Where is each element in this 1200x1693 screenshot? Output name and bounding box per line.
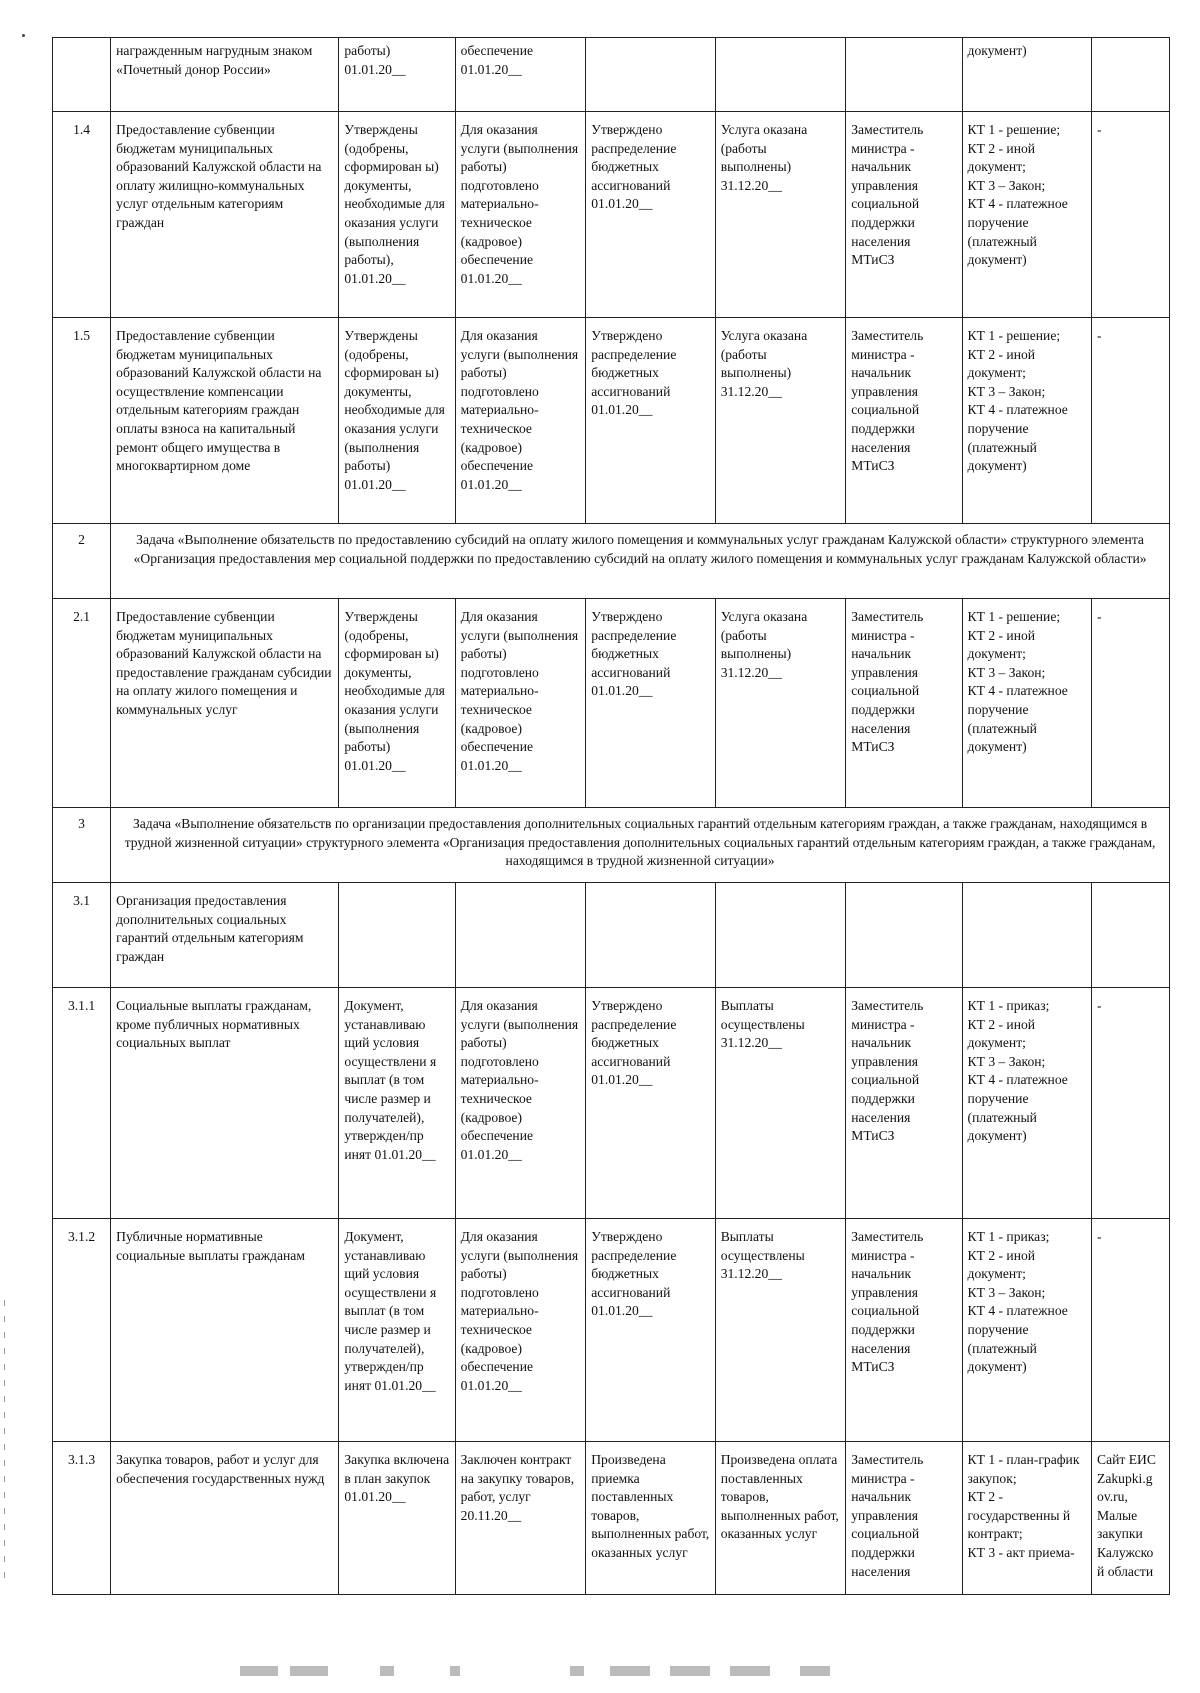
scan-artifact-strip xyxy=(240,1658,960,1693)
empty-cell xyxy=(1092,883,1170,988)
implementation-plan-table xyxy=(52,37,1170,1595)
empty-cell xyxy=(846,883,962,988)
control-point-4 xyxy=(715,38,846,112)
table-row xyxy=(53,38,1170,112)
row-number: 3.1.1 xyxy=(53,988,111,1219)
confirming-document: КТ 1 - решение; КТ 2 - иной документ; КТ 3 – Закон; КТ 4 - платежное поручение (платежный документ) xyxy=(962,599,1091,808)
confirming-document: КТ 1 - план-график закупок; КТ 2 - государственны й контракт; КТ 3 - акт приема- xyxy=(962,1442,1091,1595)
event-name: Предоставление субвенции бюджетам муниципальных образований Калужской области на осуществление компенсации отдельным категориям граждан оплаты взноса на капитальный ремонт общего имущества в многоквартирном доме xyxy=(111,318,339,524)
responsible-person: Заместитель министра - начальник управления социальной поддержки населения МТиСЗ xyxy=(846,112,962,318)
responsible-person: Заместитель министра - начальник управления социальной поддержки населения xyxy=(846,1442,962,1595)
task-description: Задача «Выполнение обязательств по предоставлению субсидий на оплату жилого помещения и коммунальных услуг гражданам Калужской области» структурного элемента «Организация предоставления мер социальной поддержки по предоставлению субсидий на оплату жилого помещения и коммунальных услуг гражданам Калужской области» xyxy=(111,524,1170,599)
empty-cell xyxy=(455,883,586,988)
event-name: Предоставление субвенции бюджетам муниципальных образований Калужской области на предоставление гражданам субсидии на оплату жилого помещения и коммунальных услуг xyxy=(111,599,339,808)
event-name: Социальные выплаты гражданам, кроме публичных нормативных социальных выплат xyxy=(111,988,339,1219)
empty-cell xyxy=(586,883,715,988)
information-system: - xyxy=(1092,318,1170,524)
control-point-3: Утверждено распределение бюджетных ассигнований 01.01.20__ xyxy=(586,988,715,1219)
row-number: 3.1.3 xyxy=(53,1442,111,1595)
control-point-3: Утверждено распределение бюджетных ассигнований 01.01.20__ xyxy=(586,1219,715,1442)
task-description: Задача «Выполнение обязательств по организации предоставления дополнительных социальных гарантий отдельным категориям граждан, а также гражданам, находящимся в трудной жизненной ситуации» структурного элемента «Организация предоставления дополнительных социальных гарантий отдельным категориям граждан, а также гражданам, находящимся в трудной жизненной ситуации» xyxy=(111,808,1170,883)
information-system: - xyxy=(1092,599,1170,808)
information-system: - xyxy=(1092,1219,1170,1442)
responsible-person: Заместитель министра - начальник управления социальной поддержки населения МТиСЗ xyxy=(846,599,962,808)
scan-mark xyxy=(22,34,25,37)
task-number: 3 xyxy=(53,808,111,883)
event-name: Организация предоставления дополнительных социальных гарантий отдельным категориям граждан xyxy=(111,883,339,988)
control-point-1: Документ, устанавливаю щий условия осуществлени я выплат (в том числе размер и получателей), утвержден/пр инят 01.01.20__ xyxy=(339,1219,455,1442)
control-point-4: Выплаты осуществлены 31.12.20__ xyxy=(715,1219,846,1442)
row-number: 3.1 xyxy=(53,883,111,988)
control-point-3: Утверждено распределение бюджетных ассигнований 01.01.20__ xyxy=(586,599,715,808)
table-row xyxy=(53,112,1170,318)
responsible-person: Заместитель министра - начальник управления социальной поддержки населения МТиСЗ xyxy=(846,318,962,524)
confirming-document: КТ 1 - решение; КТ 2 - иной документ; КТ 3 – Закон; КТ 4 - платежное поручение (платежный документ) xyxy=(962,112,1091,318)
control-point-1: Утверждены (одобрены, сформирован ы) документы, необходимые для оказания услуги (выполнения работы), 01.01.20__ xyxy=(339,112,455,318)
control-point-2: Заключен контракт на закупку товаров, работ, услуг 20.11.20__ xyxy=(455,1442,586,1595)
task-row xyxy=(53,524,1170,599)
table-row xyxy=(53,988,1170,1219)
control-point-1: работы) 01.01.20__ xyxy=(339,38,455,112)
control-point-2: Для оказания услуги (выполнения работы) подготовлено материально-техническое (кадровое) обеспечение 01.01.20__ xyxy=(455,599,586,808)
responsible-person: Заместитель министра - начальник управления социальной поддержки населения МТиСЗ xyxy=(846,988,962,1219)
row-number: 2.1 xyxy=(53,599,111,808)
event-name: Предоставление субвенции бюджетам муниципальных образований Калужской области на оплату жилищно-коммунальных услуг отдельным категориям граждан xyxy=(111,112,339,318)
control-point-2: обеспечение 01.01.20__ xyxy=(455,38,586,112)
information-system: - xyxy=(1092,988,1170,1219)
event-name: Закупка товаров, работ и услуг для обеспечения государственных нужд xyxy=(111,1442,339,1595)
task-number: 2 xyxy=(53,524,111,599)
information-system: - xyxy=(1092,112,1170,318)
control-point-1: Утверждены (одобрены, сформирован ы) документы, необходимые для оказания услуги (выполнения работы) 01.01.20__ xyxy=(339,318,455,524)
control-point-2: Для оказания услуги (выполнения работы) подготовлено материально-техническое (кадровое) обеспечение 01.01.20__ xyxy=(455,1219,586,1442)
control-point-2: Для оказания услуги (выполнения работы) подготовлено материально-техническое (кадровое) обеспечение 01.01.20__ xyxy=(455,988,586,1219)
control-point-3: Утверждено распределение бюджетных ассигнований 01.01.20__ xyxy=(586,318,715,524)
empty-cell xyxy=(339,883,455,988)
confirming-document: документ) xyxy=(962,38,1091,112)
empty-cell xyxy=(962,883,1091,988)
confirming-document: КТ 1 - приказ; КТ 2 - иной документ; КТ 3 – Закон; КТ 4 - платежное поручение (платежный документ) xyxy=(962,1219,1091,1442)
control-point-2: Для оказания услуги (выполнения работы) подготовлено материально-техническое (кадровое) обеспечение 01.01.20__ xyxy=(455,318,586,524)
information-system xyxy=(1092,38,1170,112)
control-point-4: Услуга оказана (работы выполнены) 31.12.20__ xyxy=(715,318,846,524)
empty-cell xyxy=(715,883,846,988)
control-point-4: Произведена оплата поставленных товаров, выполненных работ, оказанных услуг xyxy=(715,1442,846,1595)
task-row xyxy=(53,808,1170,883)
control-point-1: Утверждены (одобрены, сформирован ы) документы, необходимые для оказания услуги (выполнения работы) 01.01.20__ xyxy=(339,599,455,808)
event-name: Публичные нормативные социальные выплаты гражданам xyxy=(111,1219,339,1442)
control-point-2: Для оказания услуги (выполнения работы) подготовлено материально-техническое (кадровое) обеспечение 01.01.20__ xyxy=(455,112,586,318)
table-row xyxy=(53,1219,1170,1442)
table-row xyxy=(53,599,1170,808)
row-number: 1.4 xyxy=(53,112,111,318)
control-point-4: Выплаты осуществлены 31.12.20__ xyxy=(715,988,846,1219)
table-row xyxy=(53,318,1170,524)
table-row xyxy=(53,1442,1170,1595)
confirming-document: КТ 1 - приказ; КТ 2 - иной документ; КТ 3 – Закон; КТ 4 - платежное поручение (платежный документ) xyxy=(962,988,1091,1219)
row-number: 3.1.2 xyxy=(53,1219,111,1442)
responsible-person: Заместитель министра - начальник управления социальной поддержки населения МТиСЗ xyxy=(846,1219,962,1442)
control-point-3: Утверждено распределение бюджетных ассигнований 01.01.20__ xyxy=(586,112,715,318)
information-system: Сайт ЕИС Zakupki.g ov.ru, Малые закупки Калужско й области xyxy=(1092,1442,1170,1595)
control-point-3 xyxy=(586,38,715,112)
table-row xyxy=(53,883,1170,988)
control-point-4: Услуга оказана (работы выполнены) 31.12.20__ xyxy=(715,112,846,318)
event-name: награжденным нагрудным знаком «Почетный донор России» xyxy=(111,38,339,112)
control-point-1: Документ, устанавливаю щий условия осуществлени я выплат (в том числе размер и получателей), утвержден/пр инят 01.01.20__ xyxy=(339,988,455,1219)
responsible-person xyxy=(846,38,962,112)
control-point-3: Произведена приемка поставленных товаров, выполненных работ, оказанных услуг xyxy=(586,1442,715,1595)
row-number xyxy=(53,38,111,112)
row-number: 1.5 xyxy=(53,318,111,524)
scan-binding-edge xyxy=(4,1300,5,1580)
control-point-4: Услуга оказана (работы выполнены) 31.12.20__ xyxy=(715,599,846,808)
control-point-1: Закупка включена в план закупок 01.01.20__ xyxy=(339,1442,455,1595)
confirming-document: КТ 1 - решение; КТ 2 - иной документ; КТ 3 – Закон; КТ 4 - платежное поручение (платежный документ) xyxy=(962,318,1091,524)
